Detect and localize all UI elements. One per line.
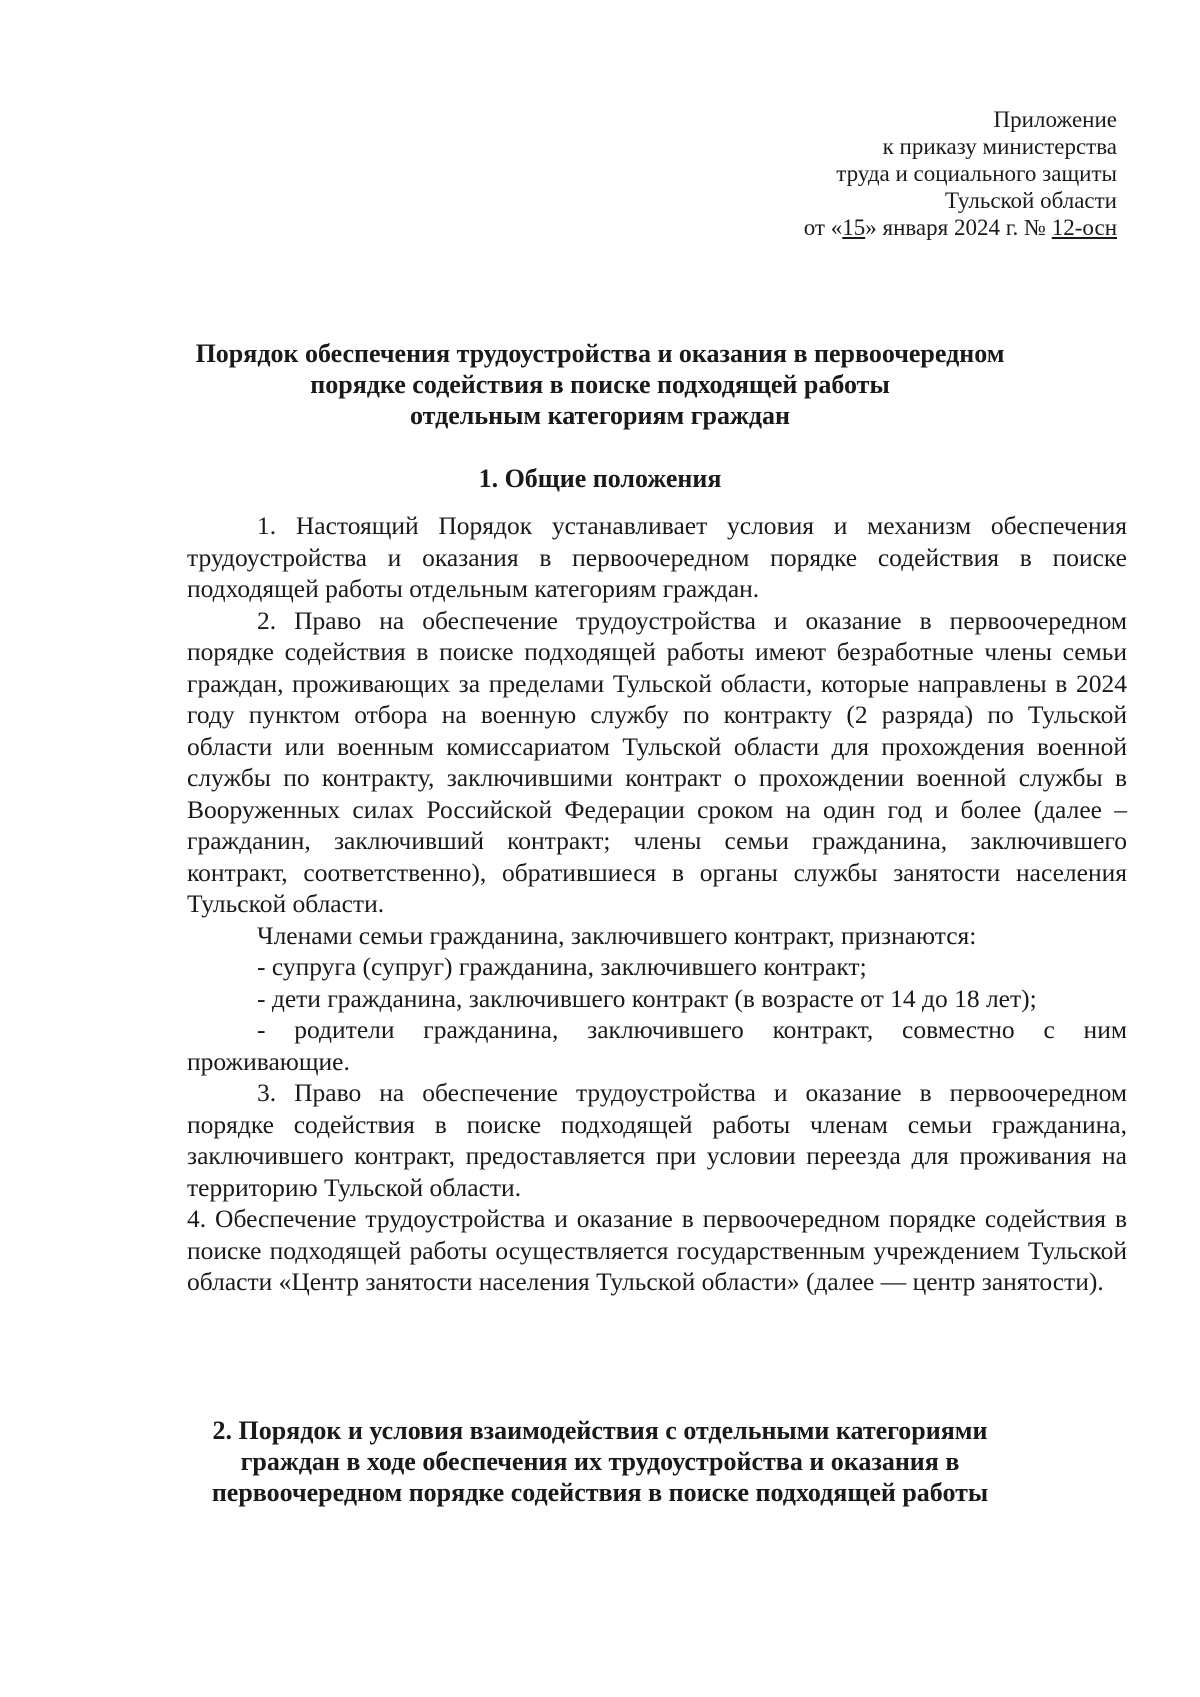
appendix-label: Приложение [993,107,1117,132]
date-middle: » января 2024 г. № [865,215,1052,240]
section-2-line-1: 2. Порядок и условия взаимодействия с отдельными категориями [212,1416,988,1445]
document-title [160,338,1040,431]
region-name-line: Тульской области [944,188,1117,213]
order-date-line [804,214,1117,241]
paragraph-1: 1. Настоящий Порядок устанавливает условия и механизм обеспечения трудоустройства и оказания в первоочередном порядке содействия в поиске подходящей работы отдельным категориям граждан. [187,511,1127,603]
family-item-children: - дети гражданина, заключившего контракт (в возрасте от 14 до 18 лет); [257,983,1037,1013]
section-2-line-3: первоочередном порядке содействия в поиске подходящей работы [211,1478,989,1507]
date-prefix: от « [803,215,843,240]
paragraph-3: 3. Право на обеспечение трудоустройства и оказание в первоочередном порядке содействия в поиске подходящей работы членам семьи гражданина, заключившего контракт, предоставляется при условии переезда для проживания на территорию Тульской области. [187,1078,1127,1202]
section-2-line-2: граждан в ходе обеспечения их трудоустройства и оказания в [240,1447,960,1476]
paragraph-4: 4. Обеспечение трудоустройства и оказание в первоочередном порядке содействия в поиске подходящей работы осуществляется государственным учреждением Тульской области «Центр занятости населения Тульской области» (далее — центр занятости). [187,1204,1127,1296]
paragraph-2: 2. Право на обеспечение трудоустройства и оказание в первоочередном порядке содействия в поиске подходящей работы имеют безработные члены семьи граждан, проживающих за пределами Тульской области, которые направлены в 2024 году пунктом отбора на военную службу по контракту (2 разряда) по Тульской области или военным комиссариатом Тульской области для прохождения военной службы по контракту, заключившими контракт о прохождении военной службы в Вооруженных силах Российской Федерации сроком на один год и более (далее – гражданин, заключивший контракт; члены семьи гражданина, заключившего контракт, соответственно), обратившиеся в органы службы занятости населения Тульской области. [187,605,1127,918]
order-reference-line: к приказу министерства [882,134,1117,159]
section-1-body [187,510,1127,1298]
title-line-1: Порядок обеспечения трудоустройства и оказания в первоочередном [195,339,1005,368]
appendix-header [804,106,1117,241]
section-2-heading [150,1415,1050,1508]
family-item-parents: - родители гражданина, заключившего контракт, совместно с ним проживающие. [187,1015,1127,1076]
family-item-spouse: - супруга (супруг) гражданина, заключившего контракт; [257,952,867,981]
title-line-3: отдельным категориям граждан [410,401,790,430]
order-number: 12-осн [1051,215,1117,240]
title-line-2: порядке содействия в поиске подходящей работы [310,370,890,399]
family-intro: Членами семьи гражданина, заключившего контракт, признаются: [257,920,977,950]
ministry-name-line: труда и социального защиты [836,161,1117,186]
section-1-heading: 1. Общие положения [478,464,722,493]
date-day: 15 [842,215,866,240]
